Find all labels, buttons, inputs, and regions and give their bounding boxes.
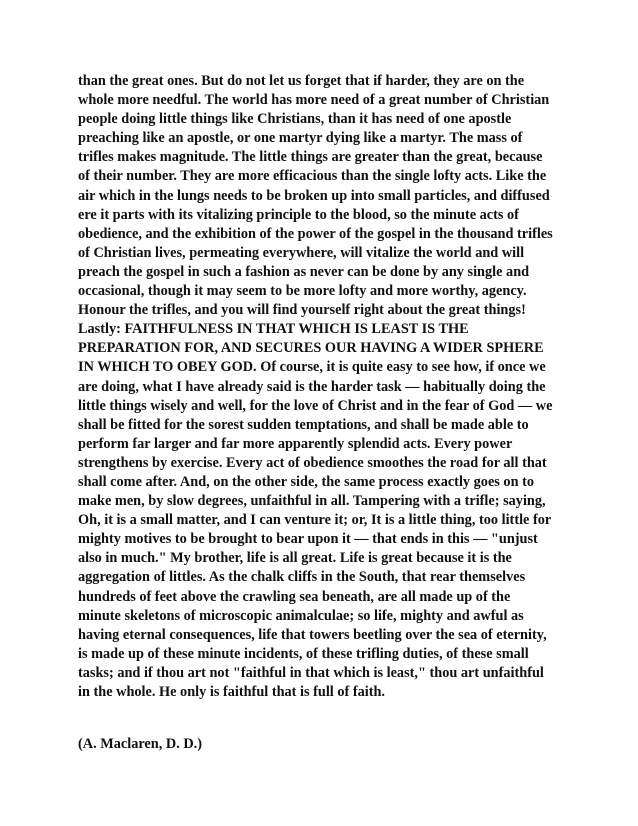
text-line: air which in the lungs needs to be broken up into small particles, and diffused bbox=[78, 187, 550, 204]
text-line: aggregation of littles. As the chalk cliffs in the South, that rear themselves bbox=[78, 569, 526, 586]
text-line: obedience, and the exhibition of the power of the gospel in the thousand trifles bbox=[78, 225, 553, 242]
attribution: (A. Maclaren, D. D.) bbox=[78, 736, 203, 752]
text-line: make men, by slow degrees, unfaithful in all. Tampering with a trifle; saying, bbox=[78, 493, 546, 510]
text-line: people doing little things like Christians, than it has need of one apostle bbox=[78, 111, 512, 128]
text-line: strengthens by exercise. Every act of obedience smoothes the road for all that bbox=[78, 454, 547, 471]
text-line: ere it parts with its vitalizing principle to the blood, so the minute acts of bbox=[78, 206, 519, 223]
text-line: preaching like an apostle, or one martyr dying like a martyr. The mass of bbox=[78, 130, 523, 147]
text-line: of their number. They are more efficacious than the single lofty acts. Like the bbox=[78, 168, 547, 185]
text-line: minute skeletons of microscopic animalculae; so life, mighty and awful as bbox=[78, 607, 524, 624]
text-line: Honour the trifles, and you will find yourself right about the great things! bbox=[78, 302, 526, 319]
text-line: is made up of these minute incidents, of these trifling duties, of these small bbox=[78, 645, 529, 662]
text-line: mighty motives to be brought to bear upon it — that ends in this — "unjust bbox=[78, 531, 538, 548]
text-line: IN WHICH TO OBEY GOD. Of course, it is quite easy to see how, if once we bbox=[78, 359, 546, 376]
text-line: tasks; and if thou art not "faithful in that which is least," thou art unfaithful bbox=[78, 664, 544, 681]
text-line: occasional, though it may seem to be more lofty and more worthy, agency. bbox=[78, 283, 527, 300]
text-line: perform far larger and far more apparently splendid acts. Every power bbox=[78, 435, 513, 452]
text-line: PREPARATION FOR, AND SECURES OUR HAVING A WIDER SPHERE bbox=[78, 340, 544, 357]
text-line: also in much." My brother, life is all great. Life is great because it is the bbox=[78, 550, 512, 567]
text-line: than the great ones. But do not let us forget that if harder, they are on the bbox=[78, 73, 525, 89]
text-line: are doing, what I have already said is the harder task — habitually doing the bbox=[78, 378, 546, 395]
text-line: hundreds of feet above the crawling sea beneath, are all made up of the bbox=[78, 588, 511, 605]
text-line: little things wisely and well, for the love of Christ and in the fear of God — we bbox=[78, 397, 553, 414]
text-line: Oh, it is a small matter, and I can venture it; or, It is a little thing, too little for bbox=[78, 512, 552, 529]
text-line: in the whole. He only is faithful that is full of faith. bbox=[78, 684, 386, 700]
text-line: having eternal consequences, life that towers beetling over the sea of eternity, bbox=[78, 626, 547, 643]
text-line: whole more needful. The world has more need of a great number of Christian bbox=[78, 92, 550, 109]
text-line: shall come after. And, on the other side, the same process exactly goes on to bbox=[78, 473, 535, 490]
text-line: trifles makes magnitude. The little things are greater than the great, because bbox=[78, 149, 543, 166]
text-line: Lastly: FAITHFULNESS IN THAT WHICH IS LEAST IS THE bbox=[78, 321, 469, 338]
text-line: preach the gospel in such a fashion as never can be done by any single and bbox=[78, 263, 530, 280]
text-line: shall be fitted for the sorest sudden temptations, and shall be made able to bbox=[78, 416, 529, 433]
text-line: of Christian lives, permeating everywhere, will vitalize the world and will bbox=[78, 244, 525, 261]
body-text bbox=[78, 72, 568, 702]
